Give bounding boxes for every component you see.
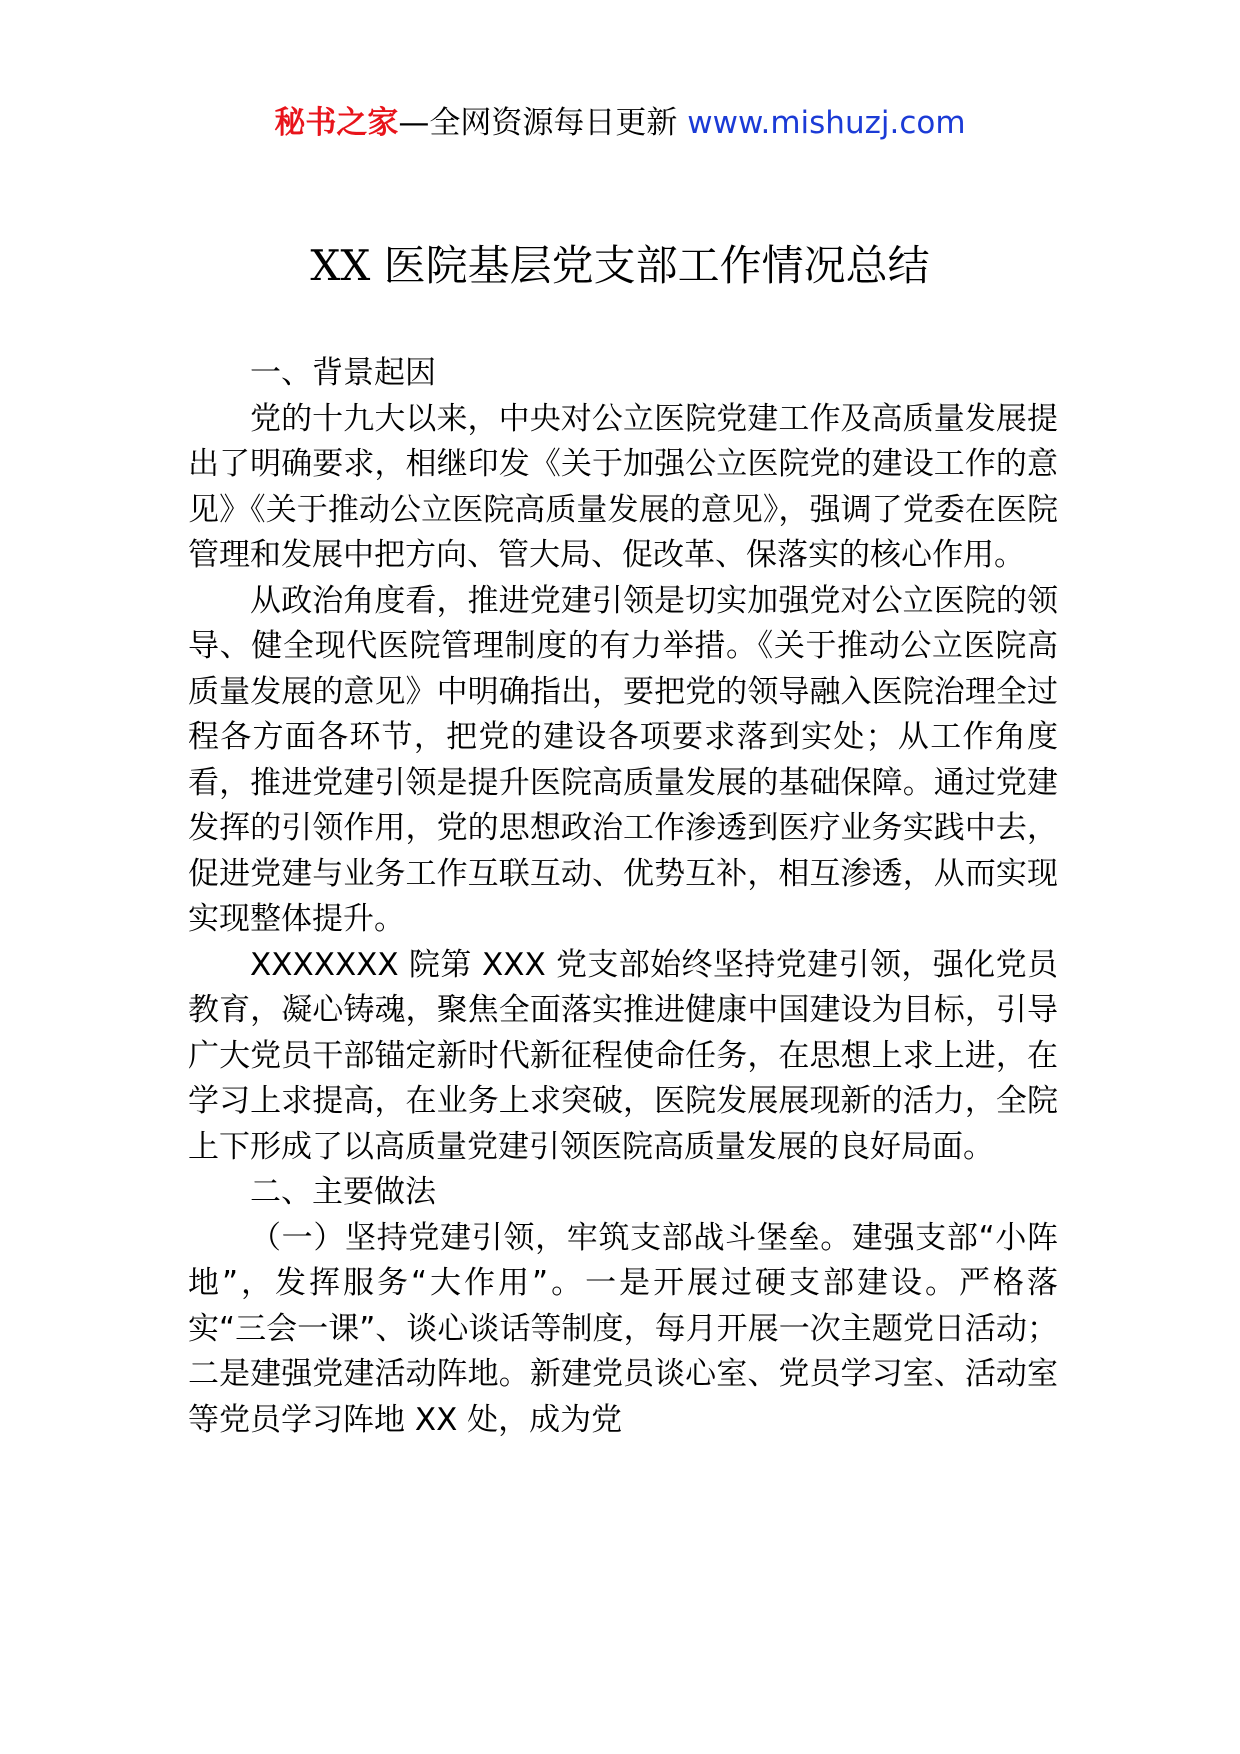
section-heading-background: 一、背景起因 — [250, 355, 436, 391]
document-title: XX 医院基层党支部工作情况总结 — [310, 241, 930, 290]
site-tagline: —全网资源每日更新 — [398, 105, 678, 141]
paragraph-policy-background: 党的十九大以来，中央对公立医院党建工作及高质量发展提出了明确要求，相继印发《关于加强公立医院党的建设工作的意见》《关于推动公立医院高质量发展的意见》，强调了党委在医院管理和发展中把方向、管大局、促改革、保落实的核心作用。 — [188, 400, 1058, 573]
site-watermark-header — [0, 100, 1240, 146]
paragraph-branch-overview: XXXXXXX 院第 XXX 党支部始终坚持党建引领，强化党员教育，凝心铸魂，聚焦全面落实推进健康中国建设为目标，引导广大党员干部锚定新时代新征程使命任务，在思想上求上进，在学习上求提高，在业务上求突破，医院发展展现新的活力，全院上下形成了以高质量党建引领医院高质量发展的良好局面。 — [188, 946, 1058, 1165]
document-body — [188, 351, 1058, 1443]
paragraph-practice-one: （一）坚持党建引领，牢筑支部战斗堡垒。建强支部“小阵地”，发挥服务“大作用”。一是开展过硬支部建设。严格落实“三会一课”、谈心谈话等制度，每月开展一次主题党日活动；二是建强党建活动阵地。新建党员谈心室、党员学习室、活动室等党员学习阵地 XX 处，成为党 — [188, 1219, 1058, 1438]
site-url-link[interactable]: www.mishuzj.com — [677, 105, 966, 141]
paragraph-political-perspective: 从政治角度看，推进党建引领是切实加强党对公立医院的领导、健全现代医院管理制度的有力举措。《关于推动公立医院高质量发展的意见》中明确指出，要把党的领导融入医院治理全过程各方面各环节，把党的建设各项要求落到实处；从工作角度看，推进党建引领是提升医院高质量发展的基础保障。通过党建发挥的引领作用，党的思想政治工作渗透到医疗业务实践中去，促进党建与业务工作互联互动、优势互补，相互渗透，从而实现实现整体提升。 — [188, 582, 1058, 937]
section-heading-main-practices: 二、主要做法 — [250, 1174, 436, 1210]
site-brand: 秘书之家 — [274, 105, 399, 141]
